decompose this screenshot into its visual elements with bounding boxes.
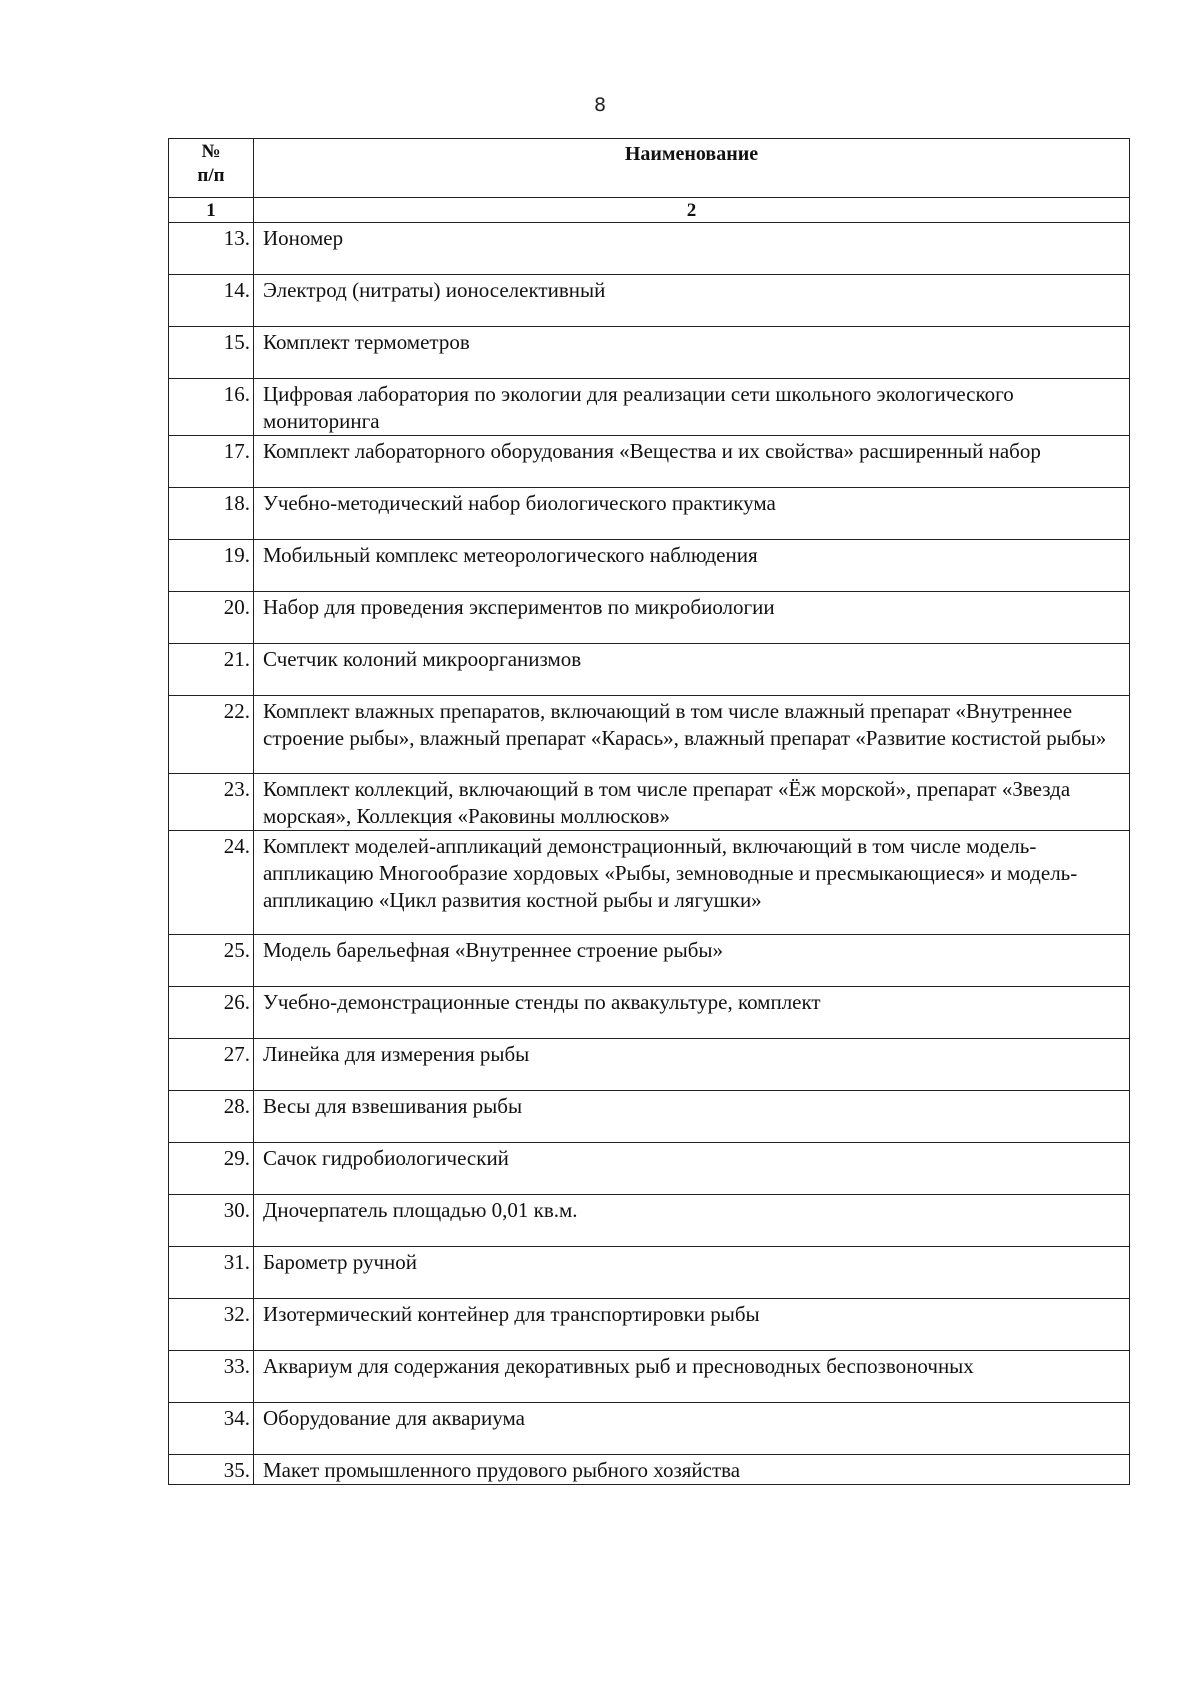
row-number: 23. [169, 774, 254, 831]
table-row [169, 223, 1130, 275]
table-row [169, 1143, 1130, 1195]
row-number: 32. [169, 1299, 254, 1351]
table-row [169, 696, 1130, 774]
row-name: Сачок гидробиологический [254, 1143, 1130, 1195]
table-row [169, 1091, 1130, 1143]
table-row [169, 436, 1130, 488]
row-number: 34. [169, 1403, 254, 1455]
row-name: Комплект моделей-аппликаций демонстрационный, включающий в том числе модель-аппликацию Многообразие хордовых «Рыбы, земноводные и пресмыкающиеся» и модель-аппликацию «Цикл развития костной рыбы и лягушки» [254, 831, 1130, 935]
table-row [169, 1403, 1130, 1455]
table-row [169, 327, 1130, 379]
row-name: Аквариум для содержания декоративных рыб и пресноводных беспозвоночных [254, 1351, 1130, 1403]
row-name: Макет промышленного прудового рыбного хозяйства [254, 1455, 1130, 1485]
table-row [169, 644, 1130, 696]
row-name: Счетчик колоний микроорганизмов [254, 644, 1130, 696]
table-row [169, 774, 1130, 831]
header-name-cell: Наименование [254, 139, 1130, 198]
table-row [169, 1351, 1130, 1403]
table-row [169, 987, 1130, 1039]
table-row [169, 935, 1130, 987]
row-number: 29. [169, 1143, 254, 1195]
row-name: Цифровая лаборатория по экологии для реализации сети школьного экологического мониторинга [254, 379, 1130, 436]
row-name: Линейка для измерения рыбы [254, 1039, 1130, 1091]
table-row [169, 1455, 1130, 1485]
table-row [169, 488, 1130, 540]
header-number-abbrev: п/п [197, 165, 225, 186]
row-number: 19. [169, 540, 254, 592]
row-name: Весы для взвешивания рыбы [254, 1091, 1130, 1143]
row-name: Комплект термометров [254, 327, 1130, 379]
table-row [169, 592, 1130, 644]
row-number: 24. [169, 831, 254, 935]
row-name: Набор для проведения экспериментов по микробиологии [254, 592, 1130, 644]
row-number: 17. [169, 436, 254, 488]
row-name: Учебно-методический набор биологического практикума [254, 488, 1130, 540]
row-name: Электрод (нитраты) ионоселективный [254, 275, 1130, 327]
row-number: 28. [169, 1091, 254, 1143]
row-name: Модель барельефная «Внутреннее строение рыбы» [254, 935, 1130, 987]
header-number-cell [169, 139, 254, 198]
row-name: Комплект коллекций, включающий в том числе препарат «Ёж морской», препарат «Звезда морская», Коллекция «Раковины моллюсков» [254, 774, 1130, 831]
row-number: 25. [169, 935, 254, 987]
table-row [169, 275, 1130, 327]
row-number: 27. [169, 1039, 254, 1091]
row-number: 15. [169, 327, 254, 379]
row-number: 33. [169, 1351, 254, 1403]
row-number: 13. [169, 223, 254, 275]
row-number: 26. [169, 987, 254, 1039]
row-name: Дночерпатель площадью 0,01 кв.м. [254, 1195, 1130, 1247]
table-row [169, 1195, 1130, 1247]
row-number: 21. [169, 644, 254, 696]
row-number: 20. [169, 592, 254, 644]
table-row [169, 831, 1130, 935]
row-number: 30. [169, 1195, 254, 1247]
row-name: Мобильный комплекс метеорологического наблюдения [254, 540, 1130, 592]
table-row [169, 379, 1130, 436]
row-name: Иономер [254, 223, 1130, 275]
page-number: 8 [593, 94, 607, 116]
table-row [169, 1039, 1130, 1091]
row-name: Изотермический контейнер для транспортировки рыбы [254, 1299, 1130, 1351]
header-number-symbol: № [201, 141, 221, 162]
row-number: 14. [169, 275, 254, 327]
column-numbering-row [169, 198, 1130, 223]
row-name: Учебно-демонстрационные стенды по аквакультуре, комплект [254, 987, 1130, 1039]
row-number: 18. [169, 488, 254, 540]
row-name: Оборудование для аквариума [254, 1403, 1130, 1455]
row-number: 35. [169, 1455, 254, 1485]
table-row [169, 1247, 1130, 1299]
row-number: 22. [169, 696, 254, 774]
row-name: Комплект влажных препаратов, включающий в том числе влажный препарат «Внутреннее строение рыбы», влажный препарат «Карась», влажный препарат «Развитие костистой рыбы» [254, 696, 1130, 774]
column-number-2: 2 [254, 198, 1130, 223]
table-row [169, 1299, 1130, 1351]
table-header-row [169, 139, 1130, 198]
row-name: Барометр ручной [254, 1247, 1130, 1299]
table-body [169, 223, 1130, 1485]
equipment-table [168, 138, 1130, 1485]
column-number-1: 1 [169, 198, 254, 223]
row-number: 16. [169, 379, 254, 436]
row-number: 31. [169, 1247, 254, 1299]
row-name: Комплект лабораторного оборудования «Вещества и их свойства» расширенный набор [254, 436, 1130, 488]
table-row [169, 540, 1130, 592]
